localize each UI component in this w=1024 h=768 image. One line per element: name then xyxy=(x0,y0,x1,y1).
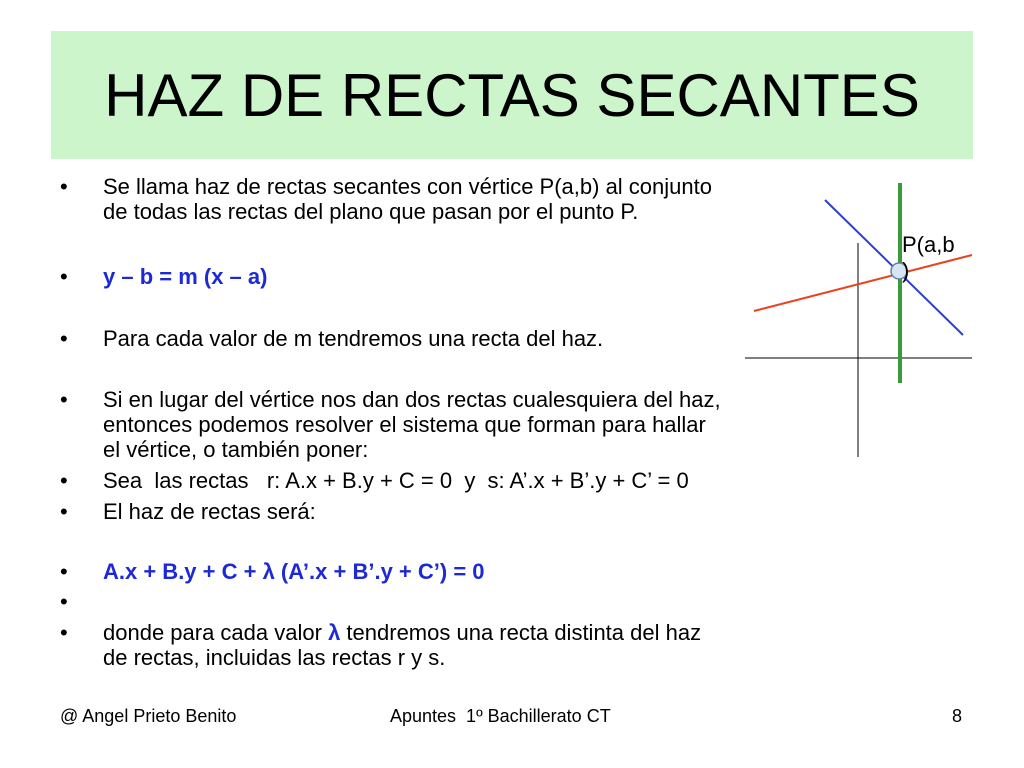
bullet-text: A.x + B.y + C + λ (A’.x + B’.y + C’) = 0 xyxy=(103,559,485,584)
lambda-symbol: λ xyxy=(328,620,341,645)
bullet-dot: • xyxy=(60,264,68,289)
bullet-text: y – b = m (x – a) xyxy=(103,264,268,289)
bullet-text: Para cada valor de m tendremos una recta del haz. xyxy=(103,326,604,351)
bullet-dot: • xyxy=(60,589,68,614)
bullet-text: donde para cada valor xyxy=(103,620,329,645)
point-label: P(a,b xyxy=(902,232,955,257)
footer-course: Apuntes 1º Bachillerato CT xyxy=(390,706,611,726)
bullet-text: tendremos una recta distinta del haz xyxy=(340,620,702,645)
red-line xyxy=(754,255,972,311)
bullet-dot: • xyxy=(60,468,68,493)
footer-page-number: 8 xyxy=(952,706,963,726)
point-label-continuation: ) xyxy=(902,258,910,283)
bullet-text: de todas las rectas del plano que pasan por el punto P. xyxy=(103,199,639,224)
bullet-dot: • xyxy=(60,559,68,584)
title-band xyxy=(51,31,973,159)
bullet-text: El haz de rectas será: xyxy=(103,499,316,524)
bullet-text: de rectas, incluidas las rectas r y s. xyxy=(103,645,446,670)
bullet-text: el vértice, o también poner: xyxy=(103,437,369,462)
pencil-diagram xyxy=(740,175,980,460)
bullet-dot: • xyxy=(60,326,68,351)
footer-author: @ Angel Prieto Benito xyxy=(60,706,237,726)
slide-title: HAZ DE RECTAS SECANTES xyxy=(104,61,920,129)
bullet-text: entonces podemos resolver el sistema que forman para hallar xyxy=(103,412,706,437)
bullet-text: Se llama haz de rectas secantes con vértice P(a,b) al conjunto xyxy=(103,174,712,199)
bullet-text: Si en lugar del vértice nos dan dos rectas cualesquiera del haz, xyxy=(103,387,721,412)
bullet-dot: • xyxy=(60,387,68,412)
bullet-dot: • xyxy=(60,499,68,524)
bullet-text: Sea las rectas r: A.x + B.y + C = 0 y s: A’.x + B’.y + C’ = 0 xyxy=(103,468,689,493)
bullet-dot: • xyxy=(60,174,68,199)
bullet-dot: • xyxy=(60,620,68,645)
